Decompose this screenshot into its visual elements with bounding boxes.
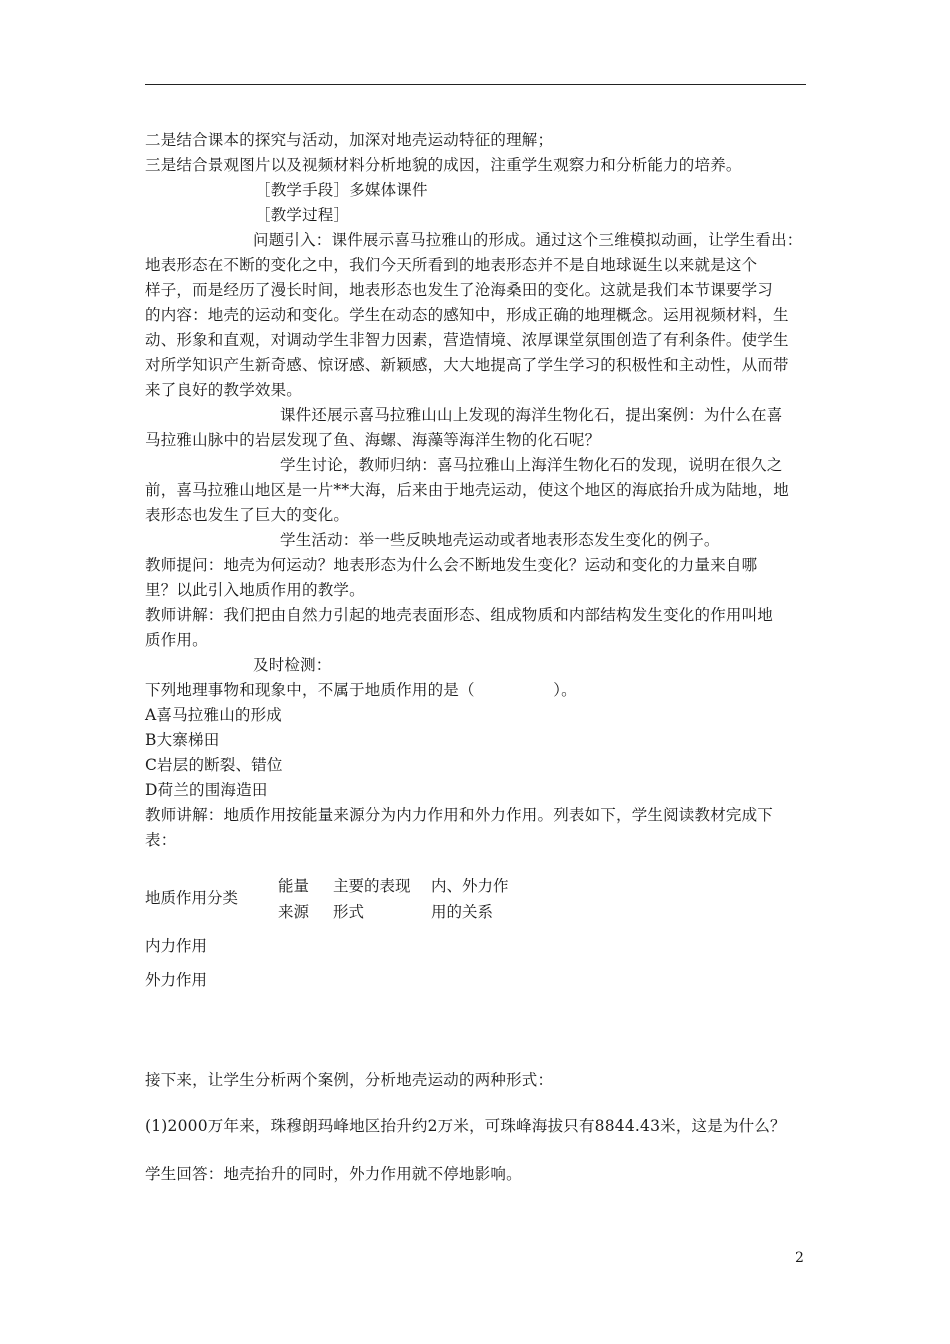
table-header-classification: 地质作用分类 bbox=[145, 889, 239, 907]
paragraph-line: 问题引入：课件展示喜马拉雅山的形成。通过这个三维模拟动画，让学生看出： bbox=[253, 231, 803, 249]
paragraph-line: 的内容：地壳的运动和变化。学生在动态的感知中，形成正确的地理概念。运用视频材料，生 bbox=[145, 306, 789, 324]
paragraph-line: 二是结合课本的探究与活动，加深对地壳运动特征的理解； bbox=[145, 131, 554, 149]
paragraph-line: 学生活动：举一些反映地壳运动或者地表形态发生变化的例子。 bbox=[280, 531, 720, 549]
header-rule bbox=[145, 84, 806, 85]
quiz-option-b: B大寨梯田 bbox=[145, 731, 220, 749]
table-header-relation-l1: 内、外力作 bbox=[431, 877, 509, 895]
table-header-form-l1: 主要的表现 bbox=[333, 877, 411, 895]
table-header-relation-l2: 用的关系 bbox=[431, 903, 494, 921]
paragraph-line: 三是结合景观图片以及视频材料分析地貌的成因，注重学生观察力和分析能力的培养。 bbox=[145, 156, 742, 174]
paragraph-line: 里？以此引入地质作用的教学。 bbox=[145, 581, 365, 599]
paragraph-line: 学生讨论，教师归纳：喜马拉雅山上海洋生物化石的发现，说明在很久之 bbox=[280, 456, 783, 474]
table-row-internal: 内力作用 bbox=[145, 937, 208, 955]
paragraph-line: 样子，而是经历了漫长时间，地表形态也发生了沧海桑田的变化。这就是我们本节课要学习 bbox=[145, 281, 774, 299]
teaching-means: ［教学手段］多媒体课件 bbox=[255, 181, 428, 199]
quiz-heading: 及时检测： bbox=[253, 656, 332, 674]
page-number: 2 bbox=[795, 1250, 804, 1266]
paragraph-line: 对所学知识产生新奇感、惊讶感、新颖感，大大地提高了学生学习的积极性和主动性，从而带 bbox=[145, 356, 789, 374]
paragraph-line: 教师讲解：地质作用按能量来源分为内力作用和外力作用。列表如下，学生阅读教材完成下 bbox=[145, 806, 774, 824]
case-question: (1)2000万年来，珠穆朗玛峰地区抬升约2万米，可珠峰海拔只有8844.43米，这是为什么？ bbox=[145, 1117, 786, 1135]
quiz-option-a: A喜马拉雅山的形成 bbox=[145, 706, 282, 724]
table-header-form-l2: 形式 bbox=[333, 903, 365, 921]
table-row-external: 外力作用 bbox=[145, 971, 208, 989]
paragraph-line: 教师提问：地壳为何运动？地表形态为什么会不断地发生变化？运动和变化的力量来自哪 bbox=[145, 556, 758, 574]
quiz-option-d: D荷兰的围海造田 bbox=[145, 781, 268, 799]
table-header-energy-l2: 来源 bbox=[278, 903, 310, 921]
paragraph-line: 教师讲解：我们把由自然力引起的地壳表面形态、组成物质和内部结构发生变化的作用叫地 bbox=[145, 606, 774, 624]
paragraph-line: 表形态也发生了巨大的变化。 bbox=[145, 506, 350, 524]
paragraph-line: 动、形象和直观，对调动学生非智力因素，营造情境、浓厚课堂氛围创造了有利条件。使学生 bbox=[145, 331, 789, 349]
paragraph-line: 接下来，让学生分析两个案例，分析地壳运动的两种形式： bbox=[145, 1071, 554, 1089]
paragraph-line: 课件还展示喜马拉雅山山上发现的海洋生物化石，提出案例：为什么在喜 bbox=[280, 406, 783, 424]
paragraph-line: 质作用。 bbox=[145, 631, 208, 649]
quiz-option-c: C岩层的断裂、错位 bbox=[145, 756, 283, 774]
quiz-question: 下列地理事物和现象中，不属于地质作用的是（ ）。 bbox=[145, 681, 577, 699]
paragraph-line: 来了良好的教学效果。 bbox=[145, 381, 303, 399]
student-answer: 学生回答：地壳抬升的同时，外力作用就不停地影响。 bbox=[145, 1165, 522, 1183]
paragraph-line: 马拉雅山脉中的岩层发现了鱼、海螺、海藻等海洋生物的化石呢？ bbox=[145, 431, 601, 449]
paragraph-line: 地表形态在不断的变化之中，我们今天所看到的地表形态并不是自地球诞生以来就是这个 bbox=[145, 256, 758, 274]
paragraph-line: 表： bbox=[145, 831, 177, 849]
paragraph-line: 前，喜马拉雅山地区是一片**大海，后来由于地壳运动，使这个地区的海底抬升成为陆地，地 bbox=[145, 481, 789, 499]
table-header-energy-l1: 能量 bbox=[278, 877, 310, 895]
teaching-process-heading: ［教学过程］ bbox=[255, 206, 350, 224]
